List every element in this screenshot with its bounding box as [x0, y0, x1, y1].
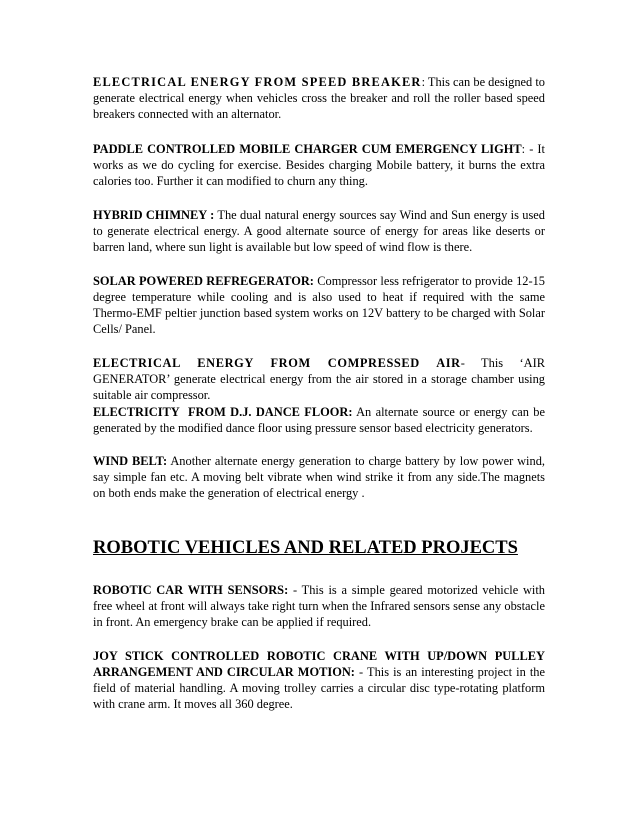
paragraph-heading: HYBRID CHIMNEY : [93, 208, 215, 222]
paragraph-heading: PADDLE CONTROLLED MOBILE CHARGER CUM EMERGENCY LIGHT [93, 142, 522, 156]
paragraph-speed-breaker [93, 74, 545, 122]
paragraph-robotic-car [93, 582, 545, 630]
paragraph-heading: ELECTRICITY FROM D.J. DANCE FLOOR: [93, 405, 353, 419]
paragraph-robotic-crane [93, 648, 545, 712]
paragraph-heading: ELECTRICAL ENERGY FROM COMPRESSED AIR [93, 356, 461, 370]
paragraph-text: : - It works as we do cycling for exercise. Besides charging Mobile battery, it burns the extra calories too. Further it can modified to churn any thing. [93, 142, 545, 188]
paragraph-text: Compressor less refrigerator to provide 12-15 degree temperature while cooling and is also used to heat if required with the same Thermo-EMF peltier junction based system works on 12V battery to be charged with Solar Cells/ Panel. [93, 274, 545, 336]
paragraph-paddle-charger [93, 141, 545, 189]
paragraph-text: Another alternate energy generation to charge battery by low power wind, say simple fan etc. A moving belt vibrate when wind strike it from any side.The magnets on both ends make the generation of electrical energy . [93, 454, 545, 500]
paragraph-heading: SOLAR POWERED REFREGERATOR: [93, 274, 314, 288]
section-title: ROBOTIC VEHICLES AND RELATED PROJECTS [93, 538, 518, 558]
paragraph-text: - This is a simple geared motorized vehicle with free wheel at front will always take right turn when the Infrared sensors sense any obstacle in front. An emergency brake can be applied if required. [93, 583, 545, 629]
paragraph-heading: JOY STICK CONTROLLED ROBOTIC CRANE WITH UP/DOWN PULLEY ARRANGEMENT AND CIRCULAR MOTION: [93, 649, 545, 679]
paragraph-hybrid-chimney [93, 207, 545, 255]
paragraph-text: : This can be designed to generate electrical energy when vehicles cross the breaker and roll the roller based speed breakers connected with an alternator. [93, 75, 545, 121]
paragraph-text: The dual natural energy sources say Wind and Sun energy is used to generate electrical energy. A good alternate source of energy for areas like deserts or barren land, where sun light is available but low speed of wind flow is there. [93, 208, 545, 254]
paragraph-text: - This ‘AIR GENERATOR’ generate electrical energy from the air stored in a storage chamber using suitable air compressor. [93, 356, 545, 402]
paragraph-dance-floor [93, 404, 545, 436]
paragraph-wind-belt [93, 453, 545, 501]
paragraph-heading: ROBOTIC CAR WITH SENSORS: [93, 583, 289, 597]
paragraph-solar-refrigerator [93, 273, 545, 337]
paragraph-text: - This is an interesting project in the field of material handling. A moving trolley carries a circular disc type-rotating platform with crane arm. It moves all 360 degree. [93, 665, 545, 711]
paragraph-text: An alternate source or energy can be generated by the modified dance floor using pressure sensor based electricity generators. [93, 405, 546, 435]
paragraph-heading: WIND BELT: [93, 454, 168, 468]
paragraph-compressed-air [93, 355, 545, 403]
paragraph-heading: ELECTRICAL ENERGY FROM SPEED BREAKER [93, 75, 422, 89]
